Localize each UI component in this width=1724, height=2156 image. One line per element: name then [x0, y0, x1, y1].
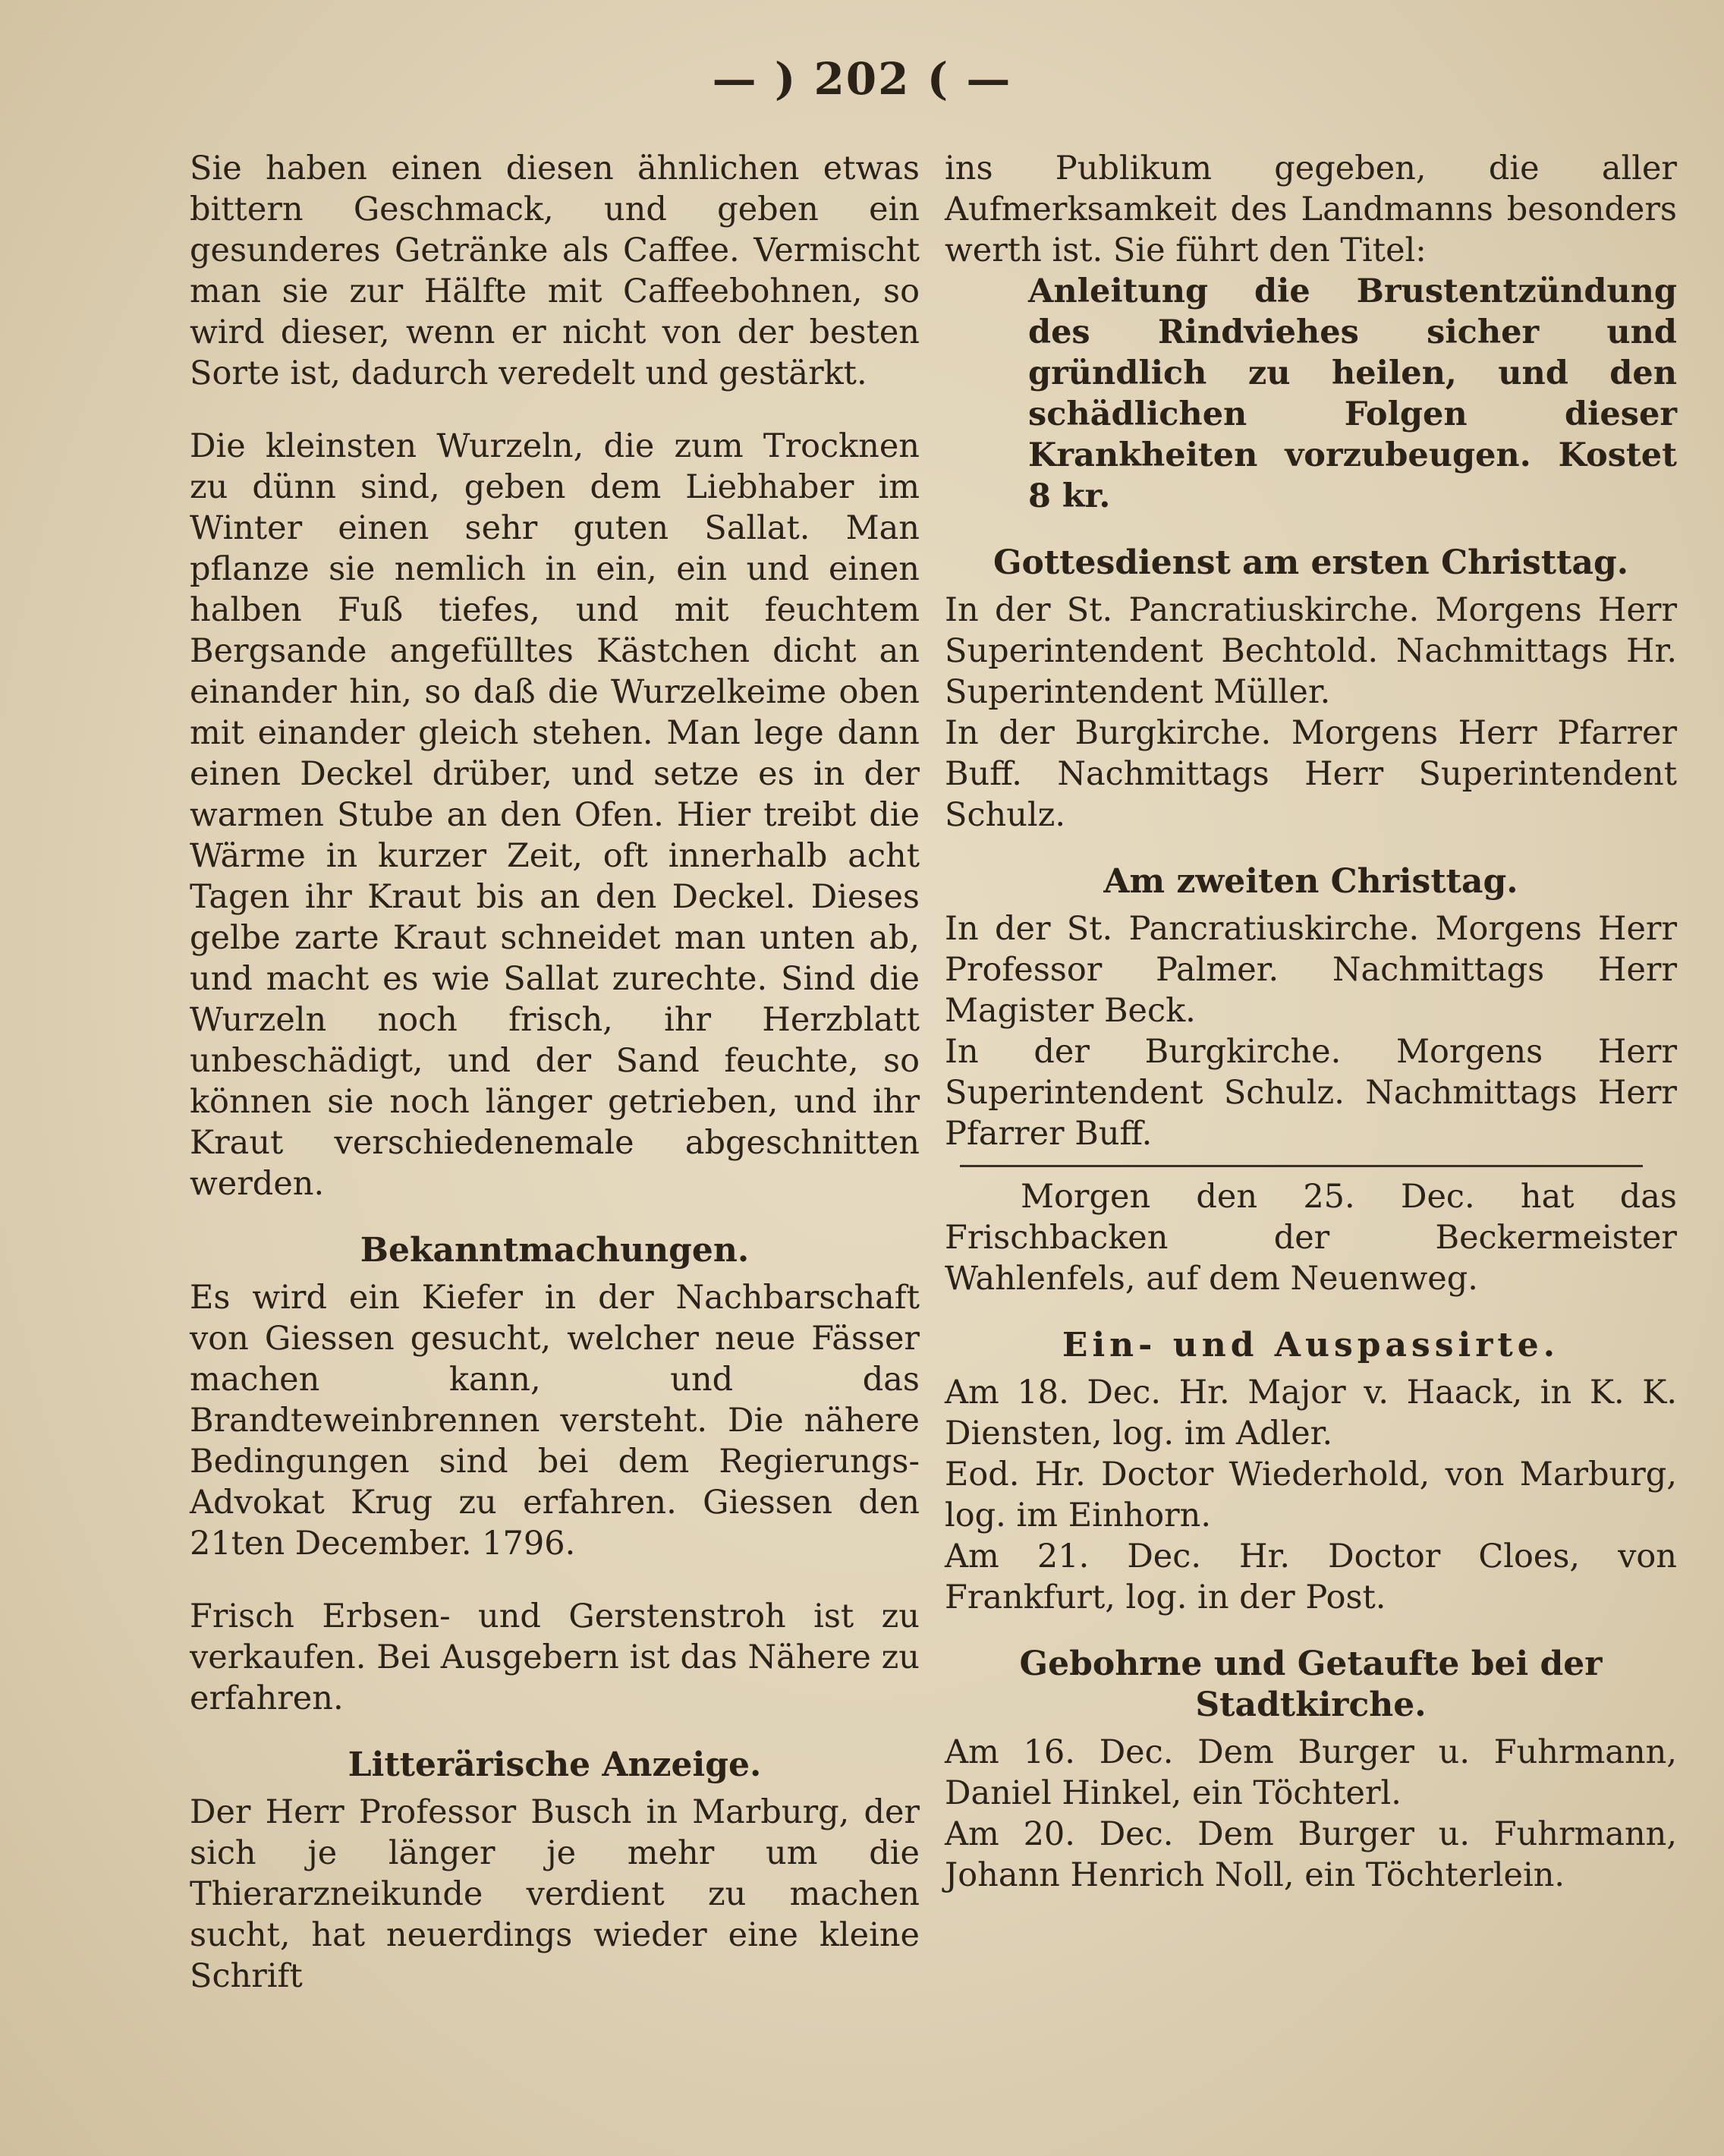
- divider: [960, 1165, 1643, 1167]
- page-number: — ) 202 ( —: [712, 53, 1012, 105]
- section-heading: Bekanntmachungen.: [360, 1231, 750, 1270]
- service-entry: In der Burgkirche. Morgens Herr Pfarrer Buff. Nachmittags Herr Superintendent Schulz.: [945, 714, 1677, 834]
- traveller-entry: Am 21. Dec. Hr. Doctor Cloes, von Frankfurt, log. in der Post.: [945, 1538, 1677, 1616]
- paragraph: ins Publikum gegeben, die aller Aufmerksamkeit des Landmanns besonders werth ist. Sie führt den Titel:: [945, 150, 1677, 269]
- paragraph: Der Herr Professor Busch in Marburg, der sich je länger je mehr um die Thierarzneikunde verdient zu machen sucht, hat neuerdings wieder eine kleine Schrift: [190, 1793, 920, 1995]
- traveller-entry: Eod. Hr. Doctor Wiederhold, von Marburg, log. im Einhorn.: [945, 1456, 1677, 1534]
- service-entry: In der Burgkirche. Morgens Herr Superintendent Schulz. Nachmittags Herr Pfarrer Buff.: [945, 1033, 1677, 1153]
- book-title: Anleitung die Brustentzündung des Rindviehes sicher und gründlich zu heilen, und den schädlichen Folgen dieser Krankheiten vorzubeugen. Kostet 8 kr.: [1028, 272, 1677, 515]
- birth-entry: Am 16. Dec. Dem Burger u. Fuhrmann, Daniel Hinkel, ein Töchterl.: [945, 1733, 1677, 1812]
- announcement-paragraph: Es wird ein Kiefer in der Nachbarschaft von Giessen gesucht, welcher neue Fässer machen kann, und das Brandteweinbrennen versteht. Die nähere Bedingungen sind bei dem Regierungs-Advokat Krug zu erfahren. Giessen den 21ten December. 1796.: [190, 1279, 920, 1563]
- section-heading: Gebohrne und Getaufte bei der Stadtkirche.: [1019, 1645, 1603, 1724]
- left-column: [190, 148, 920, 1997]
- birth-entry: Am 20. Dec. Dem Burger u. Fuhrmann, Johann Henrich Noll, ein Töchterlein.: [945, 1815, 1677, 1894]
- paragraph: Die kleinsten Wurzeln, die zum Trocknen zu dünn sind, geben dem Liebhaber im Winter einen sehr guten Sallat. Man pflanze sie nemlich in ein, ein und einen halben Fuß tiefes, und mit feuchtem Bergsande angefülltes Kästchen dicht an einander hin, so daß die Wurzelkeime oben mit einander gleich stehen. Man lege dann einen Deckel drüber, und setze es in der warmen Stube an den Ofen. Hier treibt die Wärme in kurzer Zeit, oft innerhalb acht Tagen ihr Kraut bis an den Deckel. Dieses gelbe zarte Kraut schneidet man unten ab, und macht es wie Sallat zurechte. Sind die Wurzeln noch frisch, ihr Herzblatt unbeschädigt, und der Sand feuchte, so können sie noch länger getrieben, und ihr Kraut verschiedenemale abgeschnitten werden.: [190, 427, 920, 1203]
- paragraph: Morgen den 25. Dec. hat das Frischbacken der Beckermeister Wahlenfels, auf dem Neuenweg.: [945, 1178, 1677, 1298]
- traveller-entry: Am 18. Dec. Hr. Major v. Haack, in K. K. Diensten, log. im Adler.: [945, 1374, 1677, 1453]
- announcement-paragraph: Frisch Erbsen- und Gerstenstroh ist zu verkaufen. Bei Ausgebern ist das Nähere zu erfahren.: [190, 1597, 920, 1717]
- section-heading: Litterärische Anzeige.: [348, 1745, 762, 1784]
- service-entry: In der St. Pancratiuskirche. Morgens Herr Professor Palmer. Nachmittags Herr Magister Beck.: [945, 910, 1677, 1030]
- paragraph: Sie haben einen diesen ähnlichen etwas bittern Geschmack, und geben ein gesunderes Getränke als Caffee. Vermischt man sie zur Hälfte mit Caffeebohnen, so wird dieser, wenn er nicht von der besten Sorte ist, dadurch veredelt und gestärkt.: [190, 150, 920, 392]
- service-entry: In der St. Pancratiuskirche. Morgens Herr Superintendent Bechtold. Nachmittags Hr. Superintendent Müller.: [945, 591, 1677, 711]
- right-column: [945, 148, 1677, 1896]
- section-heading: Gottesdienst am ersten Christtag.: [993, 543, 1629, 582]
- section-heading: Am zweiten Christtag.: [1103, 862, 1518, 901]
- section-heading: Ein- und Auspassirte.: [1062, 1326, 1560, 1364]
